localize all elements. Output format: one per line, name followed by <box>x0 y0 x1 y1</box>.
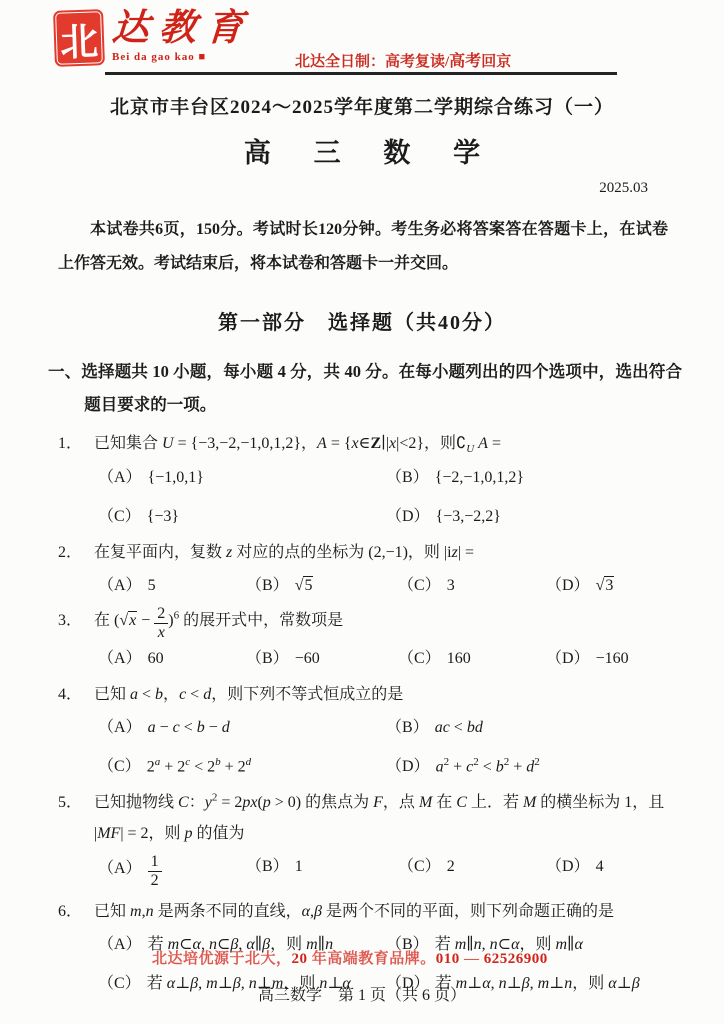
option: （D） 若 m⊥α, n⊥β, m⊥n，则 α⊥β <box>386 974 640 992</box>
option: （C） 160 <box>398 650 471 668</box>
option-label: （B） <box>246 650 289 668</box>
option: （B） −60 <box>246 650 320 668</box>
question-stem: 已知集合 U = {−3,−2,−1,0,1,2}，A = {x∈Z∣|x|<2}，则$∁_U$ A = <box>94 434 501 455</box>
option: （C） 若 α⊥β, m⊥β, n⊥m，则 n⊥α <box>98 974 351 992</box>
option: （B） ac < bd <box>386 719 483 737</box>
option: （D） {−3,−2,2} <box>386 508 501 525</box>
tagline-pre: 北达全日制：高考复读/ <box>295 54 450 70</box>
section-title: 第一部分 选择题（共40分） <box>218 311 506 334</box>
option-label: （B） <box>246 576 289 594</box>
question-head <box>58 537 684 568</box>
question-stem: 已知抛物线 C：$y^2 = 2px(p > 0)$ 的焦点为 F，点 M 在 C 上．若 M 的横坐标为 1，且 |MF| = 2，则 p 的值为 <box>94 791 665 842</box>
option-label: （A） <box>98 719 142 737</box>
option-label: （D） <box>546 650 590 668</box>
question-number: 6． <box>58 903 83 921</box>
question <box>58 428 684 530</box>
option-label: （A） <box>98 650 142 668</box>
question-list <box>58 428 684 997</box>
option: （B） √5 <box>246 576 313 594</box>
tagline-bold: 高考 <box>449 53 482 70</box>
page-footer: 高三数学 第 1 页（共 6 页） <box>257 987 466 1004</box>
brand-logo <box>54 10 253 66</box>
question-head <box>58 605 684 641</box>
option-list <box>58 854 684 889</box>
option-list <box>58 715 684 780</box>
header-rule <box>105 72 617 75</box>
brand-tagline <box>295 48 511 71</box>
option-label: （A） <box>98 860 142 878</box>
question-stem: 已知 m,n 是两条不同的直线，α,β 是两个不同的平面，则下列命题正确的是 <box>94 903 614 921</box>
brand-logo-text: 达教育 <box>110 8 255 49</box>
brand-logo-right <box>112 10 253 63</box>
option-label: （D） <box>386 758 430 776</box>
option-label: （B） <box>386 936 429 954</box>
option: （D） 4 <box>546 858 604 876</box>
exam-subject: 高 三 数 学 <box>243 138 499 168</box>
option-label: （C） <box>98 758 141 776</box>
option: （A） a − c < b − d <box>98 719 230 737</box>
option-list <box>58 646 684 672</box>
question <box>58 605 684 672</box>
brand-seal-icon: 北 <box>53 9 105 67</box>
option: （C） {−3} <box>98 508 180 525</box>
question <box>58 679 684 780</box>
option-label: （B） <box>246 858 289 876</box>
option-label: （C） <box>98 508 141 525</box>
option: （C） 2 <box>398 858 455 876</box>
option: （A） 60 <box>98 650 164 668</box>
brand-logo-subtext: Bei da gao kao ■ <box>112 50 207 63</box>
question-number: 1． <box>58 434 83 452</box>
option-label: （B） <box>386 469 429 487</box>
option: （C） 3 <box>398 576 455 594</box>
question-stem: 在 (√x − $\frac{2}{x}$ )$^6$ 的展开式中，常数项是 <box>94 605 344 642</box>
option-label: （C） <box>398 650 441 668</box>
option-label: （D） <box>386 974 430 992</box>
option: （B） 1 <box>246 858 303 876</box>
tagline-post: 回京 <box>481 54 512 70</box>
question-head <box>58 679 684 710</box>
exam-instructions: 本试卷共6页，150分。考试时长120分钟。考生务必将答案答在答题卡上，在试卷上作答无效。考试结束后，将本试卷和答题卡一并交回。 <box>58 221 668 273</box>
question-head <box>58 428 684 461</box>
option: （D） −160 <box>546 650 629 668</box>
option: （D） $a^2 + c^2 < b^2 + d^2$ <box>386 755 540 776</box>
option: （D） √3 <box>546 576 614 594</box>
option: （A） $\frac{1}{2}$ <box>98 854 246 889</box>
option-label: （A） <box>98 576 142 594</box>
option: （B） 若 m∥n, n⊂α，则 m∥α <box>386 936 583 954</box>
exam-title: 北京市丰台区2024～2025学年度第二学期综合练习（一） <box>109 97 614 118</box>
question-number: 4． <box>58 685 83 703</box>
option-label: （C） <box>398 858 441 876</box>
section-directions: 一、选择题共 10 小题，每小题 4 分，共 40 分。在每小题列出的四个选项中，选出符合题目要求的一项。 <box>48 361 682 414</box>
option: （C） $2^a + 2^c < 2^b + 2^d$ <box>98 755 252 776</box>
option-label: （C） <box>98 974 141 992</box>
option-label: （B） <box>386 719 429 737</box>
option: （B） {−2,−1,0,1,2} <box>386 469 525 487</box>
question-head <box>58 787 684 849</box>
question-number: 3． <box>58 612 83 630</box>
watermark: 北达培优源于北大，20 年高端教育品牌。010 — 62526900 <box>152 951 548 967</box>
option: （A） 若 m⊂α, n⊂β, α∥β，则 m∥n <box>98 936 334 954</box>
question-head <box>58 896 684 927</box>
exam-date: 2025.03 <box>599 180 648 196</box>
header <box>0 0 724 90</box>
option: （A） 5 <box>98 576 156 594</box>
option-label: （D） <box>546 576 590 594</box>
option-label: （D） <box>386 508 430 525</box>
option-label: （D） <box>546 858 590 876</box>
option: （A） {−1,0,1} <box>98 469 204 487</box>
option-list <box>58 465 684 529</box>
option-list <box>58 573 684 599</box>
question-stem: 已知 a < b，c < d，则下列不等式恒成立的是 <box>94 685 404 703</box>
option-label: （A） <box>98 936 142 954</box>
option-label: （A） <box>98 469 142 487</box>
question-number: 5． <box>58 793 83 811</box>
question-stem: 在复平面内，复数 z 对应的点的坐标为 (2,−1)，则 |iz| = <box>94 543 475 561</box>
question <box>58 537 684 599</box>
question-number: 2． <box>58 543 83 561</box>
question <box>58 787 684 889</box>
option-label: （C） <box>398 576 441 594</box>
